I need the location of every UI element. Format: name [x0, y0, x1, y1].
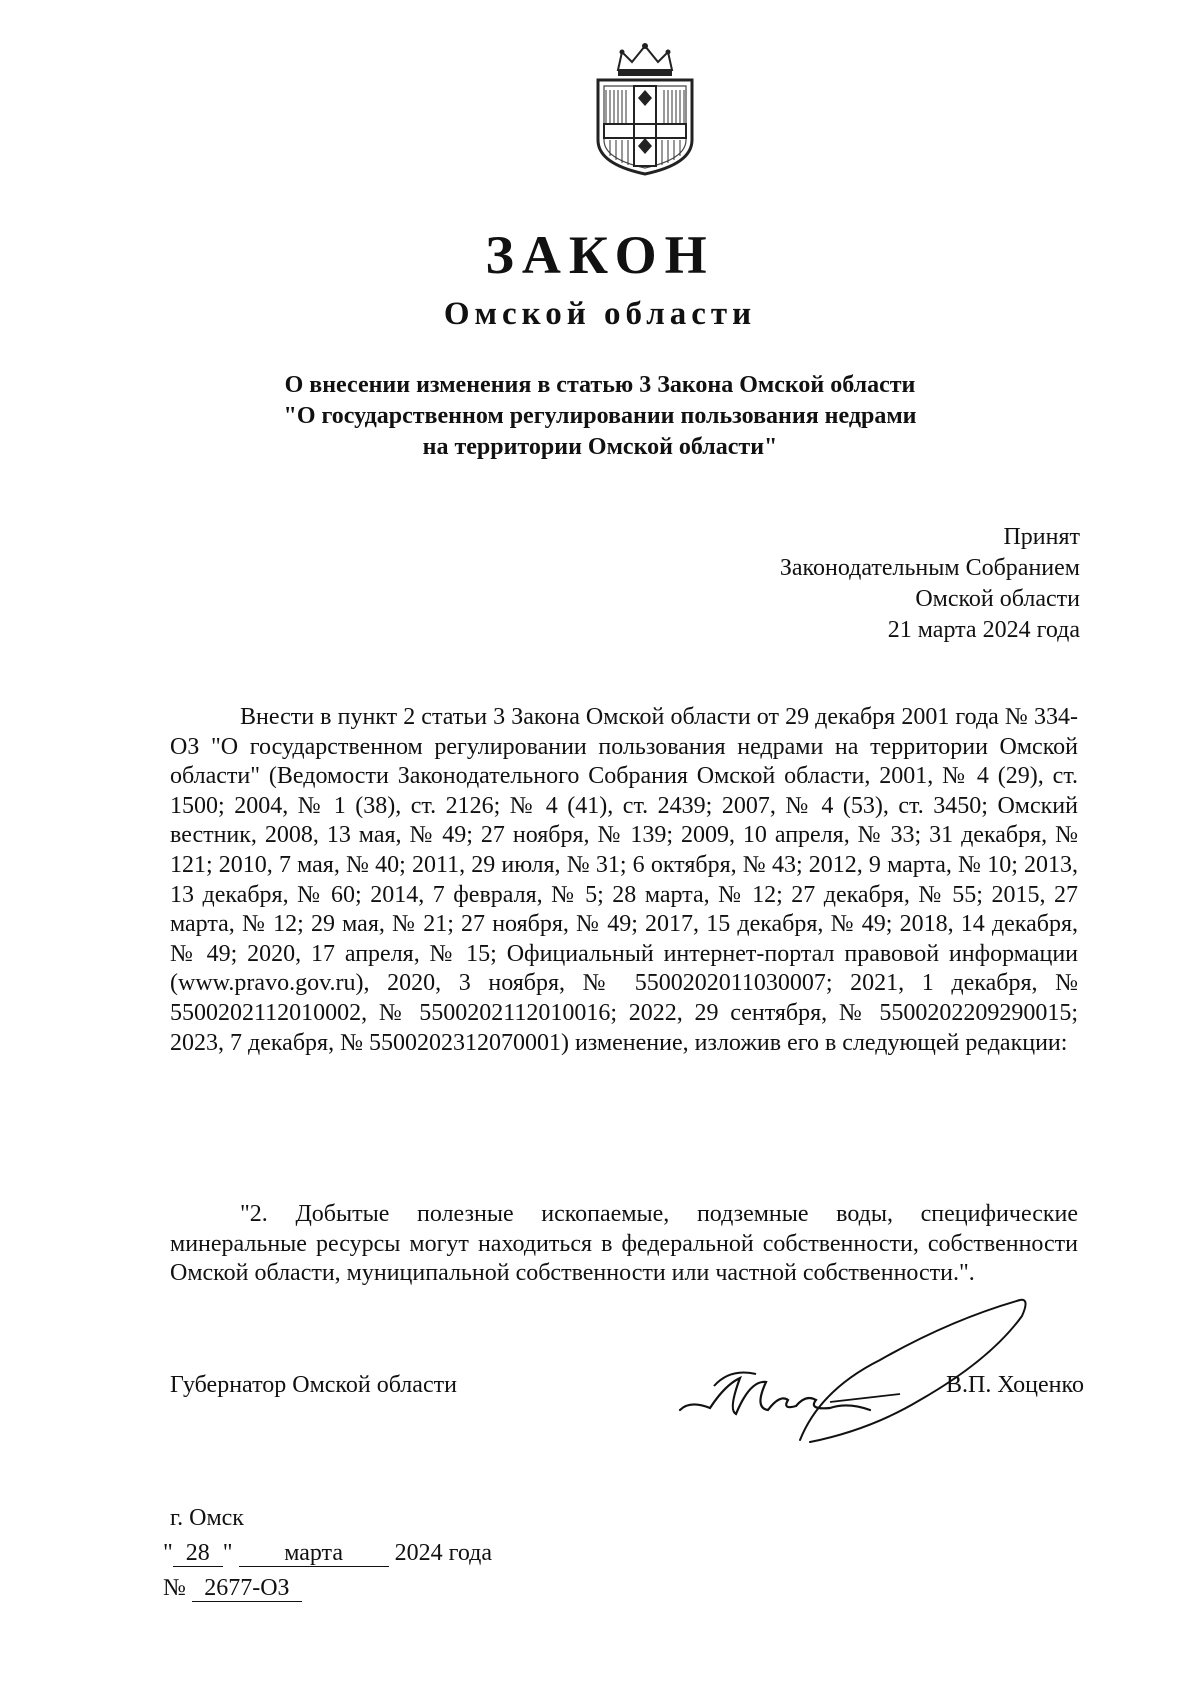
signatory-position: Губернатор Омской области: [170, 1372, 457, 1398]
law-name: [200, 370, 1000, 463]
body-text: [170, 703, 1078, 1058]
number-label: №: [163, 1575, 186, 1601]
adoption-date: 21 марта 2024 года: [887, 617, 1080, 643]
amendment-paragraph: "2. Добытые полезные ископаемые, подземные воды, специфические минеральные ресурсы могут находиться в федеральной собственности, собственности Омской области, муниципальной собственности или частной собственности.".: [170, 1201, 1078, 1287]
date-quote-close: ": [222, 1540, 233, 1566]
adoption-line: Принят: [1003, 524, 1080, 550]
document-subtitle: Омской области: [443, 296, 757, 332]
number-value: 2677-ОЗ: [192, 1575, 302, 1602]
adoption-line: Омской области: [915, 586, 1080, 612]
date-year: 2024 года: [394, 1540, 493, 1566]
adoption-block: [780, 522, 1080, 646]
law-number: [163, 1575, 302, 1602]
date-quote-open: ": [163, 1540, 173, 1566]
law-name-line: О внесении изменения в статью 3 Закона Омской области: [284, 372, 916, 398]
signing-date: [163, 1540, 492, 1567]
amendment-text: [170, 1200, 1078, 1289]
law-name-line: "О государственном регулировании пользования недрами: [283, 403, 917, 429]
handwritten-signature: [670, 1290, 1140, 1450]
signing-city: г. Омск: [170, 1505, 244, 1531]
date-month: марта: [239, 1540, 389, 1567]
law-name-line: на территории Омской области": [422, 434, 778, 460]
omsk-coat-of-arms-icon: [588, 40, 702, 176]
body-paragraph: Внести в пункт 2 статьи 3 Закона Омской области от 29 декабря 2001 года № 334-ОЗ "О государственном регулировании пользования недрами на территории Омской области" (Ведомости Законодательного Собрания Омской области, 2001, № 4 (29), ст. 1500; 2004, № 1 (38), ст. 2126; № 4 (41), ст. 2439; 2007, № 4 (53), ст. 3450; Омский вестник, 2008, 13 мая, № 49; 27 ноября, № 139; 2009, 10 апреля, № 33; 31 декабря, № 121; 2010, 7 мая, № 40; 2011, 29 июля, № 31; 6 октября, № 43; 2012, 9 марта, № 10; 2013, 13 декабря, № 60; 2014, 7 февраля, № 5; 28 марта, № 12; 27 декабря, № 55; 2015, 27 марта, № 12; 29 мая, № 21; 27 ноября, № 49; 2017, 15 декабря, № 49; 2018, 14 декабря, № 49; 2020, 17 апреля, № 15; Официальный интернет-портал правовой информации (www.pravo.gov.ru), 2020, 3 ноября, № 5500202011030007; 2021, 1 декабря, № 5500202112010002, № 5500202112010016; 2022, 29 сентября, № 5500202209290015; 2023, 7 декабря, № 5500202312070001) изменение, изложив его в следующей редакции:: [170, 704, 1078, 1056]
document-title: ЗАКОН: [485, 225, 715, 285]
signatory-name: В.П. Хоценко: [946, 1372, 1084, 1398]
date-day: 28: [173, 1540, 223, 1567]
adoption-line: Законодательным Собранием: [779, 555, 1080, 581]
